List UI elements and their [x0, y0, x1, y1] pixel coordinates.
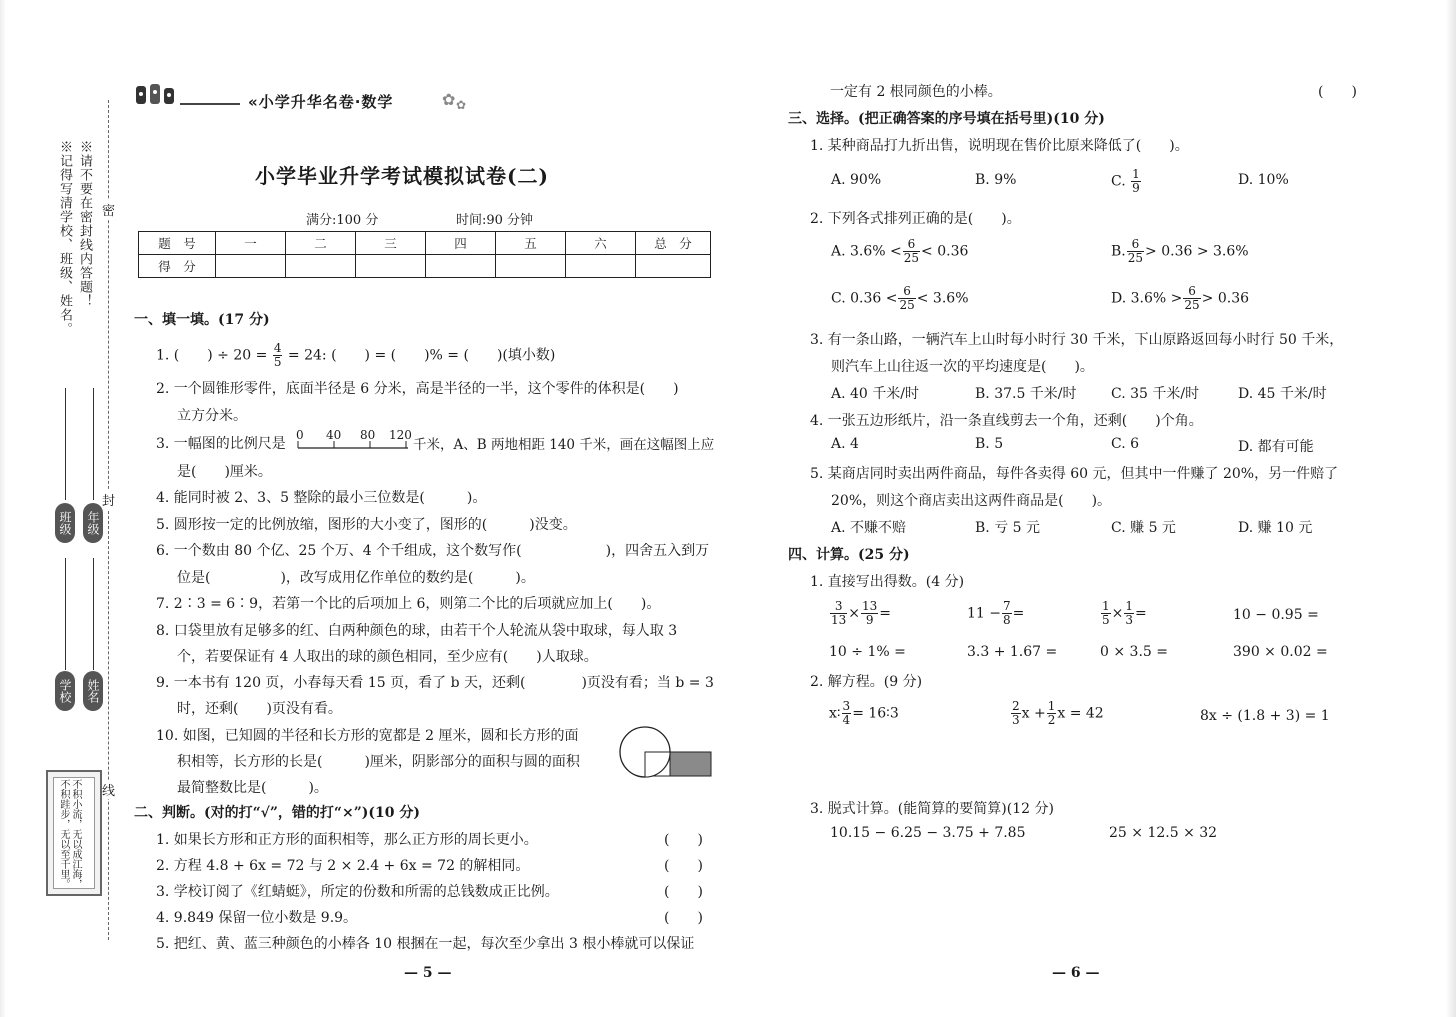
choice-2: 2. 下列各式排列正确的是( )。 — [810, 211, 1021, 227]
question-1-8-cont: 个，若要保证有 4 人取出的球的颜色相同，至少应有( )人取球。 — [177, 649, 598, 665]
score-input[interactable] — [496, 255, 566, 278]
scale-tick-120: 120 — [389, 428, 412, 442]
question-1-6-cont: 位是( )，改写成用亿作单位的数约是( )。 — [177, 570, 535, 586]
choice-1-opt-c[interactable]: C. $\frac{1}{9}$ — [1111, 167, 1140, 195]
binding-note-names: ※记得写清学校、班级、姓名。 — [57, 140, 72, 336]
question-1-6: 6. 一个数由 80 个亿、25 个万、4 个千组成，这个数写作( )，四舍五入到万 — [156, 543, 710, 559]
choice-1-opt-b[interactable]: B. 9% — [975, 172, 1017, 188]
score-table-header-row — [139, 232, 711, 255]
grade-fill-line[interactable] — [93, 388, 94, 500]
choice-3-opt-d[interactable]: D. 45 千米/时 — [1238, 386, 1327, 402]
score-cell: 一 — [216, 232, 286, 255]
circle-rectangle-figure — [618, 722, 714, 780]
seal-label-xian: 线 — [102, 780, 115, 799]
calc-1-item-g: 0 × 3.5 = — [1100, 644, 1168, 660]
page-number-left: — 5 — — [404, 965, 452, 981]
exam-time: 时间:90 分钟 — [456, 213, 534, 228]
score-input[interactable] — [286, 255, 356, 278]
choice-5-opt-d[interactable]: D. 赚 10 元 — [1238, 520, 1313, 536]
calc-1-item-c: $\frac{1}{5}$ × $\frac{1}{3}$ = — [1102, 599, 1147, 627]
question-1-3-b: 千米，A、B 两地相距 140 千米，画在这幅图上应 — [413, 437, 715, 453]
motto-frame — [46, 770, 102, 896]
full-marks: 满分:100 分 — [306, 213, 379, 228]
choice-5: 5. 某商店同时卖出两件商品，每件各卖得 60 元，但其中一件赚了 20%，另一件赔了 — [810, 466, 1339, 482]
question-1-7: 7. 2∶3 = 6∶9，若第一个比的后项加上 6，则第二个比的后项就应加上( )。 — [156, 596, 661, 612]
motto-text: 不积小流，无以成江海，不积跬步，无以至千里。 — [58, 779, 81, 889]
score-cell: 得 分 — [139, 255, 216, 278]
calc-1-item-h: 390 × 0.02 = — [1233, 644, 1328, 660]
choice-4: 4. 一张五边形纸片，沿一条直线剪去一个角，还剩( )个角。 — [810, 413, 1203, 429]
school-fill-line[interactable] — [65, 558, 66, 670]
question-1-2: 2. 一个圆锥形零件，底面半径是 6 分米，高是半径的一半，这个零件的体积是( ) — [156, 381, 679, 397]
judge-5: 5. 把红、黄、蓝三种颜色的小棒各 10 根捆在一起，每次至少拿出 3 根小棒就可以保证 — [156, 936, 695, 952]
page-edge-right — [1446, 0, 1456, 1017]
score-cell: 总 分 — [636, 232, 711, 255]
calc-3-item-b: 25 × 12.5 × 32 — [1109, 825, 1218, 841]
judge-2: 2. 方程 4.8 + 6x = 72 与 2 × 2.4 + 6x = 72 的解相同。 — [156, 858, 530, 874]
class-fill-line[interactable] — [65, 388, 66, 500]
question-1-10-cont2: 最简整数比是( )。 — [177, 780, 328, 796]
score-input[interactable] — [356, 255, 426, 278]
question-1-10-cont: 积相等，长方形的长是( )厘米，阴影部分的面积与圆的面积 — [177, 754, 580, 770]
score-cell: 二 — [286, 232, 356, 255]
judge-5-answer[interactable]: ( ) — [1318, 84, 1357, 100]
calc-3-heading: 3. 脱式计算。(能简算的要简算)(12 分) — [810, 801, 1054, 817]
choice-2-opt-a[interactable]: A. 3.6% < $\frac{6}{25}$ < 0.36 — [831, 237, 969, 265]
section-2-heading: 二、判断。(对的打“√”，错的打“×”)(10 分) — [134, 805, 420, 821]
question-1-1 — [156, 342, 555, 369]
choice-2-opt-c[interactable]: C. 0.36 < $\frac{6}{25}$ < 3.6% — [831, 284, 969, 312]
equation-1: x∶ $\frac{3}{4}$ = 16∶3 — [829, 699, 899, 727]
seal-label-mi: 密 — [102, 200, 115, 219]
score-input[interactable] — [566, 255, 636, 278]
choice-4-opt-c[interactable]: C. 6 — [1111, 436, 1140, 452]
choice-1-opt-d[interactable]: D. 10% — [1238, 172, 1289, 188]
school-badge: 学校 — [55, 671, 75, 711]
score-cell: 五 — [496, 232, 566, 255]
calc-3-item-a: 10.15 − 6.25 − 3.75 + 7.85 — [830, 825, 1026, 841]
equation-3: 8x ÷ (1.8 + 3) = 1 — [1200, 708, 1330, 724]
judge-3-answer[interactable]: ( ) — [664, 884, 703, 900]
section-1-heading: 一、填一填。(17 分) — [134, 312, 270, 328]
choice-3: 3. 有一条山路，一辆汽车上山时每小时行 30 千米，下山原路返回每小时行 50 千米， — [810, 332, 1344, 348]
choice-3-opt-a[interactable]: A. 40 千米/时 — [831, 386, 919, 402]
question-1-3-cont: 是( )厘米。 — [177, 464, 272, 480]
page-number-right: — 6 — — [1052, 965, 1100, 981]
equation-2: $\frac{2}{3}$ x + $\frac{1}{2}$ x = 42 — [1012, 699, 1104, 727]
name-fill-line[interactable] — [93, 558, 94, 670]
flower-icon-small: ✿ — [456, 98, 467, 112]
exam-title: 小学毕业升学考试模拟试卷(二) — [255, 164, 549, 188]
pencil-figures-icon — [132, 80, 180, 112]
seal-label-feng: 封 — [102, 490, 115, 509]
judge-4-answer[interactable]: ( ) — [664, 910, 703, 926]
scale-tick-0: 0 — [296, 428, 304, 442]
calc-1-item-d: 10 − 0.95 = — [1233, 607, 1319, 623]
judge-1-answer[interactable]: ( ) — [664, 832, 703, 848]
choice-5-cont: 20%，则这个商店卖出这两件商品是( )。 — [831, 493, 1112, 509]
calc-1-item-f: 3.3 + 1.67 = — [967, 644, 1058, 660]
choice-4-opt-b[interactable]: B. 5 — [975, 436, 1004, 452]
q1-fraction: $\frac{4}{5}$ — [273, 341, 282, 369]
judge-5-cont: 一定有 2 根同颜色的小棒。 — [830, 84, 1002, 100]
choice-4-opt-d[interactable]: D. 都有可能 — [1238, 439, 1314, 455]
calc-1-item-a: $\frac{3}{13}$ × $\frac{13}{9}$ = — [831, 599, 892, 627]
q1-part-a: 1. ( ) ÷ 20 = — [156, 347, 268, 364]
judge-3: 3. 学校订阅了《红蜻蜓》，所定的份数和所需的总钱数成正比例。 — [156, 884, 559, 900]
score-cell: 四 — [426, 232, 496, 255]
question-1-4: 4. 能同时被 2、3、5 整除的最小三位数是( )。 — [156, 490, 487, 506]
name-badge: 姓名 — [83, 671, 103, 711]
choice-5-opt-c[interactable]: C. 赚 5 元 — [1111, 520, 1176, 536]
question-1-3: 3. 一幅图的比例尺是 — [156, 436, 286, 452]
score-input[interactable] — [216, 255, 286, 278]
calc-2-heading: 2. 解方程。(9 分) — [810, 674, 923, 690]
choice-3-opt-b[interactable]: B. 37.5 千米/时 — [975, 386, 1077, 402]
question-1-2-cont: 立方分米。 — [177, 408, 247, 424]
calc-1-item-b: 11 − $\frac{7}{8}$ = — [967, 599, 1025, 627]
choice-5-opt-b[interactable]: B. 亏 5 元 — [975, 520, 1040, 536]
question-1-5: 5. 圆形按一定的比例放缩，图形的大小变了，图形的( )没变。 — [156, 517, 577, 533]
judge-2-answer[interactable]: ( ) — [664, 858, 703, 874]
score-input[interactable] — [636, 255, 711, 278]
section-4-heading: 四、计算。(25 分) — [788, 547, 910, 563]
choice-1: 1. 某种商品打九折出售，说明现在售价比原来降低了( )。 — [810, 138, 1189, 154]
calc-1-heading: 1. 直接写出得数。(4 分) — [810, 574, 965, 590]
q1-part-b: = 24: ( ) = ( )% = ( )(填小数) — [287, 347, 556, 364]
page-edge-left — [0, 0, 6, 1017]
choice-4-opt-a[interactable]: A. 4 — [831, 436, 859, 452]
choice-2-opt-b[interactable]: B. $\frac{6}{25}$ > 0.36 > 3.6% — [1111, 237, 1249, 265]
question-1-9: 9. 一本书有 120 页，小春每天看 15 页，看了 b 天，还剩( )页没有看；当 b = 3 — [156, 675, 714, 691]
binding-note-no-answer: ※请不要在密封线内答题！ — [77, 140, 92, 308]
seal-dashed-line — [108, 100, 109, 940]
scale-tick-40: 40 — [326, 428, 342, 442]
score-cell: 题 号 — [139, 232, 216, 255]
choice-3-cont: 则汽车上山往返一次的平均速度是( )。 — [831, 359, 1094, 375]
series-title: «小学升华名卷·数学 — [248, 93, 394, 111]
choice-1-opt-a[interactable]: A. 90% — [831, 172, 882, 188]
judge-4: 4. 9.849 保留一位小数是 9.9。 — [156, 910, 358, 926]
judge-1: 1. 如果长方形和正方形的面积相等，那么正方形的周长更小。 — [156, 832, 538, 848]
calc-1-item-e: 10 ÷ 1% = — [829, 644, 906, 660]
question-1-8: 8. 口袋里放有足够多的红、白两种颜色的球，由若干个人轮流从袋中取球，每人取 3 — [156, 623, 678, 639]
scale-tick-80: 80 — [360, 428, 376, 442]
score-table — [138, 231, 711, 278]
score-cell: 六 — [566, 232, 636, 255]
question-1-10: 10. 如图，已知圆的半径和长方形的宽都是 2 厘米，圆和长方形的面 — [156, 728, 579, 744]
choice-5-opt-a[interactable]: A. 不赚不赔 — [831, 520, 907, 536]
question-1-9-cont: 时，还剩( )页没有看。 — [177, 701, 342, 717]
choice-2-opt-d[interactable]: D. 3.6% > $\frac{6}{25}$ > 0.36 — [1111, 284, 1250, 312]
flower-icon: ✿ — [442, 90, 456, 109]
class-badge: 班级 — [55, 503, 75, 543]
score-input[interactable] — [426, 255, 496, 278]
score-table-score-row — [139, 255, 711, 278]
banner-rule — [180, 103, 240, 105]
score-cell: 三 — [356, 232, 426, 255]
grade-badge: 年级 — [83, 503, 103, 543]
choice-3-opt-c[interactable]: C. 35 千米/时 — [1111, 386, 1200, 402]
section-3-heading: 三、选择。(把正确答案的序号填在括号里)(10 分) — [788, 111, 1105, 127]
